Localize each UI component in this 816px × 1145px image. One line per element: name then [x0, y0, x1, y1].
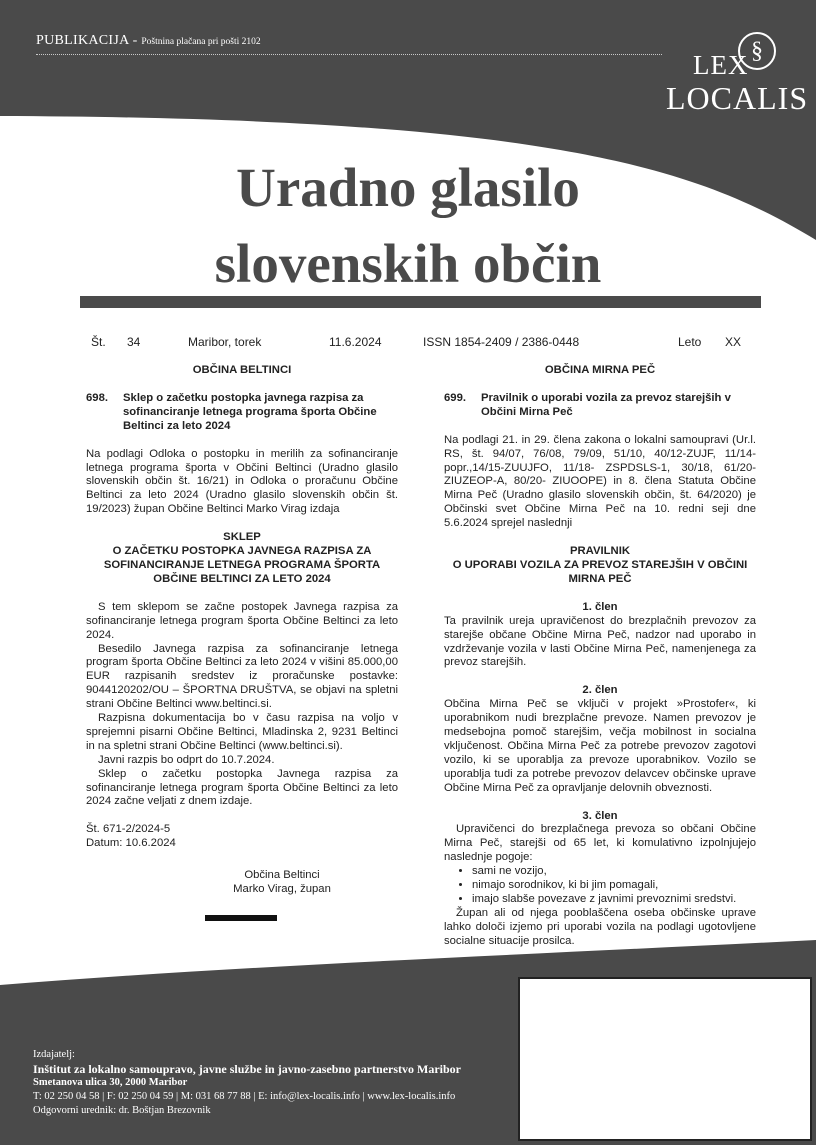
- logo-localis: LOCALIS: [666, 80, 809, 116]
- article-1-heading: 1. člen: [582, 600, 618, 613]
- logo-lex: LEX: [693, 50, 749, 80]
- item-heading: [444, 392, 756, 420]
- publisher-name: Inštitut za lokalno samoupravo, javne službe in javno-zasebno partnerstvo Maribor: [33, 1062, 462, 1076]
- paragraph-1: S tem sklepom se začne postopek Javnega razpisa za sofinanciranje letnega program športa Občine Beltinci za leto 2024.: [86, 600, 398, 641]
- left-column: [86, 364, 398, 897]
- issue-date: 11.6.2024: [329, 335, 382, 349]
- title-line-1: Uradno glasilo: [236, 157, 580, 218]
- decision-subheading: O ZAČETKU POSTOPKA JAVNEGA RAZPISA ZA SOFINANCIRANJE LETNEGA PROGRAMA ŠPORTA OBČINE BELTINCI ZA LETO 2024: [103, 545, 381, 585]
- issue-label: Št.: [91, 335, 106, 349]
- issn: ISSN 1854-2409 / 2386-0448: [423, 335, 580, 349]
- issue-number: 34: [127, 335, 141, 349]
- section-symbol-icon: §: [738, 32, 776, 70]
- article-2-text: Občina Mirna Peč se vključi v projekt »Prostofer«, ki uporabnikom nudi brezplačne prevoze. Namen prevozov je medsebojna pomoč starejšim, večja mobilnost in socialna vključenost. Občina Mirna Peč za potrebe prevozov zagotovi vozilo, ki se uporablja za prevoze uporabnikov. Vozilo se uporablja tudi za potrebe prevozov delavcev občinske uprave Občine Mirna Peč za opravljanje delovnih obveznosti.: [444, 698, 756, 794]
- page-title: [0, 150, 816, 302]
- regulation-subheading: O UPORABI VOZILA ZA PREVOZ STAREJŠIH V OBČINI MIRNA PEČ: [452, 558, 748, 585]
- item-number: 698.: [86, 391, 108, 404]
- municipality-heading: OBČINA MIRNA PEČ: [544, 364, 656, 376]
- title-line-2: slovenskih občin: [214, 233, 602, 294]
- paragraph-2: Besedilo Javnega razpisa za sofinanciranje letnega program športa Občine Beltinci za leto 2024 v višini 85.000,00 EUR razpisanih sredstev iz proračunske postavke: 9044120202/OU – ŠPORTNA DRUŠTVA, se objavi na spletni strani Občine Beltinci www.beltinci.si.: [86, 642, 398, 711]
- paragraph-3: Razpisna dokumentacija bo v času razpisa na voljo v sprejemni pisarni Občine Beltinci, Mladinska 2, 9231 Beltinci in na spletni strani Občine Beltinci (www.beltinci.si).: [86, 712, 398, 752]
- intro-paragraph: Na podlagi Odloka o postopku in merilih za sofinanciranje letnega programa športa v Občini Beltinci (Uradno glasilo slovenskih občin št. 16/21) in Odloka o proračunu Občine Beltinci za leto 2024 (Uradno glasilo slovenskih občin št. 19/2023) župan Občine Beltinci Marko Virag izdaja: [86, 447, 398, 516]
- postnina-text: Poštnina plačana pri pošti 2102: [141, 37, 261, 47]
- article-3-text: Upravičenci do brezplačnega prevoza so občani Občine Mirna Peč, starejši od 65 let, ki komulativno izpolnjujejo naslednje pogoje:: [444, 823, 756, 864]
- year-label: Leto: [678, 335, 702, 349]
- article-2-heading: 2. člen: [582, 684, 618, 697]
- decision-heading: SKLEP: [223, 531, 261, 544]
- publication-label: [36, 33, 261, 49]
- publisher-address: Smetanova ulica 30, 2000 Maribor: [33, 1077, 188, 1088]
- paragraph-4: Javni razpis bo odprt do 10.7.2024.: [98, 753, 275, 766]
- right-column: [444, 364, 756, 949]
- title-rule: [80, 296, 761, 308]
- list-item: • nimajo sorodnikov, ki bi jim pomagali,: [472, 879, 756, 893]
- regulation-heading: PRAVILNIK: [569, 545, 631, 558]
- year-value: XX: [725, 335, 742, 349]
- list-item: • imajo slabše povezave z javnimi prevoznimi sredstvi.: [472, 893, 756, 907]
- article-1-text: Ta pravilnik ureja upravičenost do brezplačnih prevozov za starejše občane Občine Mirna Peč, nadzor nad uporabo in vzdrževanje vozila v lasti Občine Mirna Peč, namenjenega za prevoz starejših.: [444, 614, 756, 669]
- article-3-end: Župan ali od njega pooblaščena oseba občinske uprave lahko določi izjemo pri uporabi vozila na podlagi ugotovljene socialne situacije prosilca.: [444, 906, 756, 947]
- paragraph-5: Sklep o začetku postopka Javnega razpisa za sofinanciranje letnega program športa Občine Beltinci za leto 2024 začne veljati z dnem izdaje.: [86, 767, 398, 808]
- item-number: 699.: [444, 391, 466, 404]
- reference-number: Št. 671-2/2024-5: [86, 823, 171, 836]
- publisher-contacts: T: 02 250 04 58 | F: 02 250 04 59 | M: 031 68 77 88 | E: info@lex-localis.info | www.lex-localis.info: [33, 1091, 456, 1102]
- footer: [33, 1048, 461, 1118]
- list-item: • sami ne vozijo,: [472, 865, 756, 879]
- article-3-heading: 3. člen: [582, 809, 618, 822]
- item-title: Sklep o začetku postopka javnega razpisa za sofinanciranje letnega programa športa Občine Beltinci za leto 2024: [123, 391, 377, 432]
- decision-date: Datum: 10.6.2024: [86, 837, 176, 850]
- blank-box: [518, 977, 812, 1141]
- item-heading: [86, 392, 398, 434]
- issue-place-day: Maribor, torek: [188, 335, 262, 349]
- item-title: Pravilnik o uporabi vozila za prevoz starejših v Občini Mirna Peč: [481, 391, 731, 418]
- publikacija-text: PUBLIKACIJA: [36, 33, 129, 48]
- separator: -: [132, 33, 138, 48]
- municipality-heading: OBČINA BELTINCI: [192, 364, 292, 376]
- intro-paragraph: Na podlagi 21. in 29. člena zakona o lokalni samoupravi (Ur.l. RS, št. 94/07, 76/08, 79/09, 51/10, 40/12-ZUJF, 11/14-popr.,14/15-ZUUJFO, 11/18- ZSPDSLS-1, 30/18, 61/20-ZIUZEOP-A, 80/20- ZIUOOPE) in 8. člena Statuta Občine Mirna Peč (Uradno glasilo slovenskih občin, št. 64/2020) je Občinski svet Občine Mirna Peč na 10. redni seji dne 5.6.2024 sprejel naslednji: [444, 433, 756, 530]
- editor-in-chief: Odgovorni urednik: dr. Boštjan Brezovnik: [33, 1105, 211, 1116]
- signature-org: Občina Beltinci: [244, 869, 320, 882]
- dotted-divider: [36, 54, 662, 55]
- signature-line: [205, 915, 277, 921]
- conditions-list: [444, 865, 756, 907]
- publisher-label: Izdajatelj:: [33, 1049, 75, 1060]
- signature-name: Marko Virag, župan: [233, 883, 331, 896]
